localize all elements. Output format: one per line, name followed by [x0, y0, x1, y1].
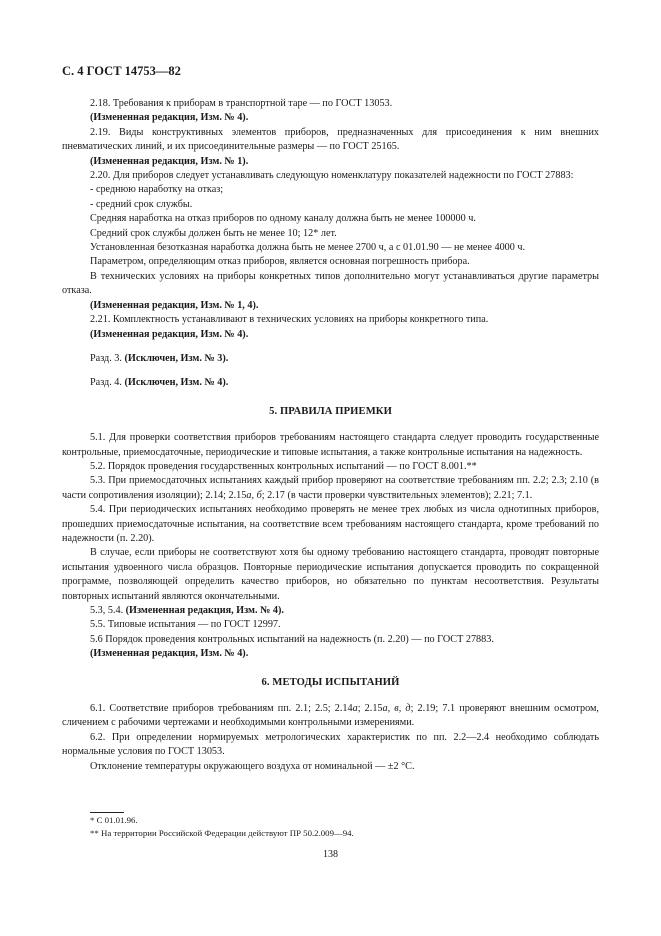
paragraph-2-18: 2.18. Требования к приборам в транспортной таре — по ГОСТ 13053. — [90, 98, 393, 109]
section-4-prefix: Разд. 4. — [90, 377, 122, 389]
paragraph-6-1-italic-b: а, в, д — [382, 703, 411, 715]
paragraph-5-5: 5.5. Типовые испытания — по ГОСТ 12997. — [90, 619, 281, 631]
paragraph-5-3 — [62, 474, 599, 503]
paragraph-6-2: 6.2. При определении нормируемых метрологических характеристик по пп. 2.2—2.4 необходимо соблюдать нормальные условия по ГОСТ 13053. — [62, 731, 599, 758]
paragraph-5-3-italic: а, б — [246, 489, 262, 501]
section-6-title: 6. МЕТОДЫ ИСПЫТАНИЙ — [261, 676, 400, 688]
list-item-mtbf: - среднюю наработку на отказ; — [90, 184, 224, 196]
edition-note-2-19: (Измененная редакция, Изм. № 1). — [90, 155, 249, 167]
document-body — [62, 97, 599, 774]
section-3-excluded — [62, 352, 599, 366]
section-5-title: 5. ПРАВИЛА ПРИЕМКИ — [269, 405, 392, 417]
paragraph-service-life: Средний срок службы должен быть не менее 10; 12* лет. — [90, 227, 337, 239]
edition-note-5-6: (Измененная редакция, Изм. № 4). — [90, 648, 249, 660]
paragraph-5-4-repeat: В случае, если приборы не соответствуют хотя бы одному требованию настоящего стандарта, проводят повторные испытания удвоенного числа образцов. Повторные периодические испытания допускается проводить по сокращенной программе, позволяющей определить качество приборов, но обязательно по пунктам несоответствия. Результаты повторных испытаний являются окончательными. — [62, 547, 599, 602]
footnote-divider — [90, 812, 124, 813]
paragraph-6-1-part-c: ; 2.19; 7.1 проверяют внешним осмотром, сличением с рабочими чертежами и необходимыми контрольными измерениями. — [62, 703, 599, 729]
page-header: С. 4 ГОСТ 14753—82 — [62, 64, 181, 78]
section-4-note: (Исключен, Изм. № 4). — [124, 377, 229, 389]
paragraph-failure-param: Параметром, определяющим отказ приборов, является основная погрешность прибора. — [90, 256, 470, 268]
edition-note-5-3-5-4-prefix: 5.3, 5.4. — [90, 605, 124, 616]
paragraph-6-1-part-b: ; 2.15 — [357, 703, 383, 715]
paragraph-5-3-part-b: ; 2.17 (в части проверки чувствительных элементов); 2.21; 7.1. — [261, 489, 533, 501]
paragraph-5-2: 5.2. Порядок проведения государственных контрольных испытаний — по ГОСТ 8.001.** — [90, 460, 477, 472]
paragraph-2-21: 2.21. Комплектность устанавливают в технических условиях на приборы конкретного типа. — [90, 314, 489, 326]
paragraph-2-20: 2.20. Для приборов следует устанавливать следующую номенклатуру показателей надежности по ГОСТ 27883: — [90, 170, 574, 182]
paragraph-5-3-part-a: 5.3. При приемосдаточных испытаниях каждый прибор проверяют на соответствие требованиям пп. 2.2; 2.3; 2.10 (в части сопротивления изоляции); 2.14; 2.15 — [62, 475, 599, 501]
paragraph-failure-free: Установленная безотказная наработка должна быть не менее 2700 ч, а с 01.01.90 — не менее 4000 ч. — [90, 242, 526, 254]
page-number: 138 — [323, 849, 338, 860]
list-item-service-life: - средний срок службы. — [90, 198, 193, 210]
edition-note-2-18: (Измененная редакция, Изм. № 4). — [90, 112, 249, 124]
paragraph-6-1 — [62, 702, 599, 731]
paragraph-5-6: 5.6 Порядок проведения контрольных испытаний на надежность (п. 2.20) — по ГОСТ 27883. — [90, 633, 494, 645]
paragraph-5-1: 5.1. Для проверки соответствия приборов требованиям настоящего стандарта следует проводить государственные контрольные, приемосдаточные, периодические и типовые испытания, а также контрольные испытания на надежность. — [62, 432, 599, 458]
edition-note-5-3-5-4-bold: (Измененная редакция, Изм. № 4). — [125, 605, 284, 616]
paragraph-6-1-italic-a: а — [352, 703, 358, 715]
paragraph-mtbf: Средняя наработка на отказ приборов по одному каналу должна быть не менее 100000 ч. — [90, 213, 476, 225]
edition-note-2-20: (Измененная редакция, Изм. № 1, 4). — [90, 299, 259, 311]
edition-note-5-3-5-4 — [62, 604, 599, 618]
section-3-note: (Исключен, Изм. № 3). — [124, 352, 229, 364]
edition-note-2-21: (Измененная редакция, Изм. № 4). — [90, 328, 249, 340]
footnote-1: * С 01.01.96. — [90, 815, 138, 825]
paragraph-2-19: 2.19. Виды конструктивных элементов приборов, предназначенных для присоединения к ним внешних пневматических линий, и их присоединительные размеры — по ГОСТ 25165. — [62, 126, 599, 153]
section-3-prefix: Разд. 3. — [90, 352, 122, 364]
paragraph-other-params: В технических условиях на приборы конкретных типов дополнительно могут устанавливаться другие параметры отказа. — [62, 270, 599, 297]
footnote-2: ** На территории Российской Федерации действуют ПР 50.2.009—94. — [90, 828, 354, 838]
paragraph-6-1-part-a: 6.1. Соответствие приборов требованиям пп. 2.1; 2.5; 2.14 — [90, 703, 353, 715]
paragraph-5-4: 5.4. При периодических испытаниях необходимо проверять не менее трех любых из числа однотипных приборов, прошедших приемосдаточные испытания, на соответствие всем требованиям настоящего стандарта, кроме требований по надежности (п. 2.20). — [62, 504, 599, 544]
section-4-excluded — [62, 376, 599, 390]
paragraph-temperature-deviation: Отклонение температуры окружающего воздуха от номинальной — ±2 °С. — [90, 760, 415, 772]
